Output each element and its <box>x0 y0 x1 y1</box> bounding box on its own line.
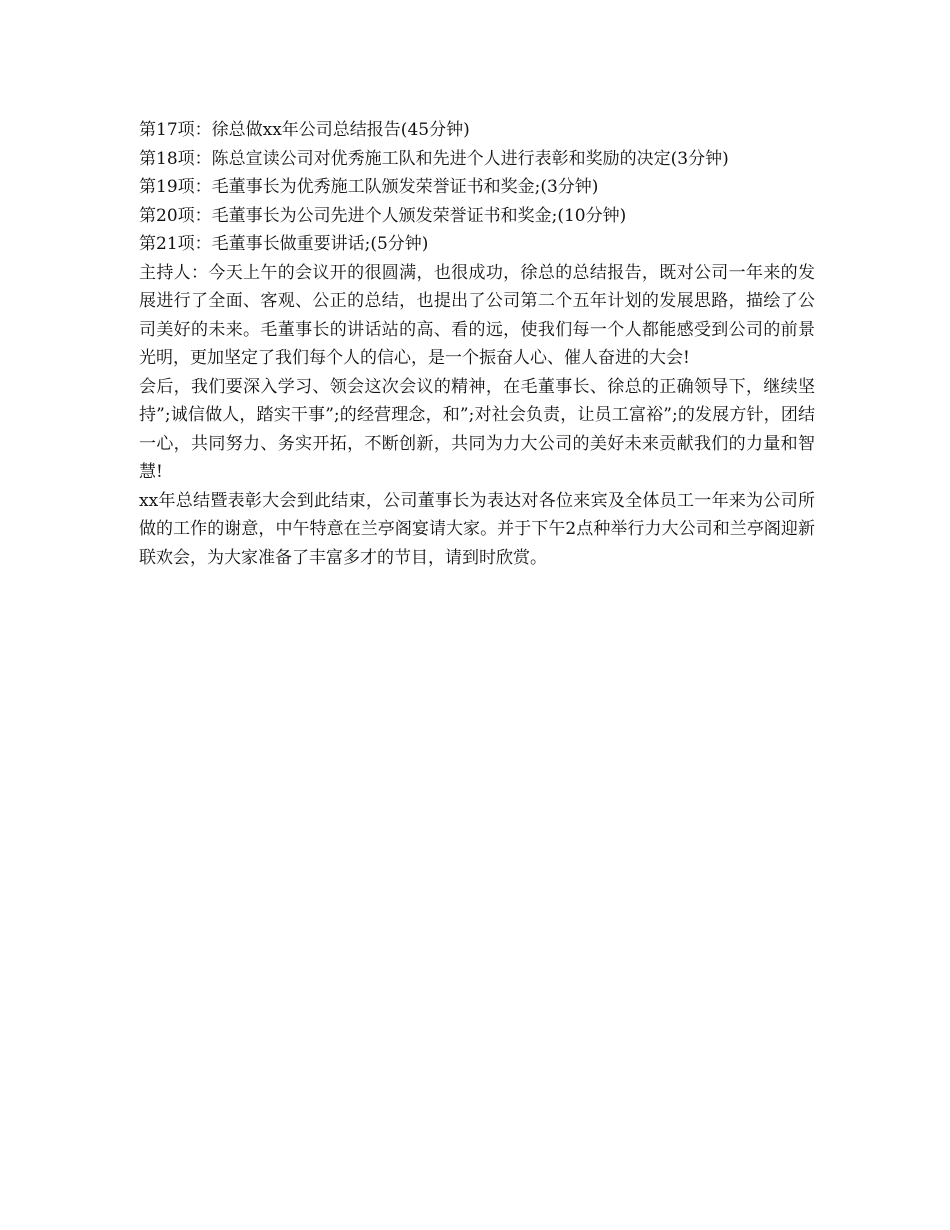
host-closing-paragraph: 主持人：今天上午的会议开的很圆满，也很成功，徐总的总结报告，既对公司一年来的发展进行了全面、客观、公正的总结，也提出了公司第二个五年计划的发展思路，描绘了公司美好的未来。毛董事长的讲话站的高、看的远，使我们每一个人都能感受到公司的前景光明，更加坚定了我们每个人的信心，是一个振奋人心、催人奋进的大会! <box>139 262 815 368</box>
closing-announcement-paragraph: xx年总结暨表彰大会到此结束，公司董事长为表达对各位来宾及全体员工一年来为公司所做的工作的谢意，中午特意在兰亭阁宴请大家。并于下午2点种举行力大公司和兰亭阁迎新联欢会，为大家准备了丰富多才的节目，请到时欣赏。 <box>139 490 815 568</box>
agenda-item-20: 第20项：毛董事长为公司先进个人颁发荣誉证书和奖金;(10分钟) <box>139 205 627 226</box>
agenda-item-21: 第21项：毛董事长做重要讲话;(5分钟) <box>139 234 429 254</box>
agenda-item-19: 第19项：毛董事长为优秀施工队颁发荣誉证书和奖金;(3分钟) <box>139 177 599 197</box>
after-meeting-paragraph: 会后，我们要深入学习、领会这次会议的精神，在毛董事长、徐总的正确领导下，继续坚持”;诚信做人，踏实干事”;的经营理念，和”;对社会负责，让员工富裕”;的发展方针，团结一心，共同努力、务实开拓，不断创新，共同为力大公司的美好未来贡献我们的力量和智慧! <box>139 376 815 482</box>
document-body <box>139 116 815 572</box>
agenda-item-18: 第18项：陈总宣读公司对优秀施工队和先进个人进行表彰和奖励的决定(3分钟) <box>139 148 729 169</box>
agenda-item-17: 第17项：徐总做xx年公司总结报告(45分钟) <box>139 120 470 140</box>
